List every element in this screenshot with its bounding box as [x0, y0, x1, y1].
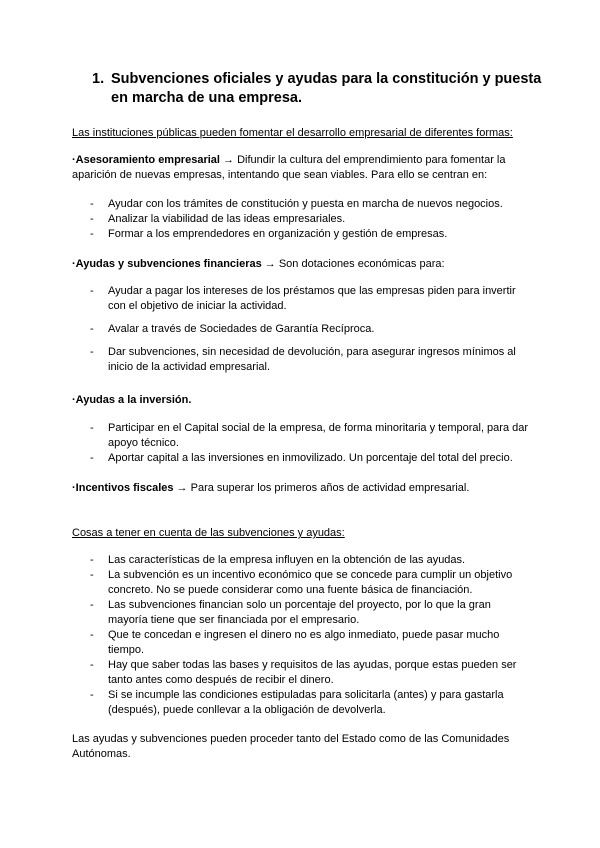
- arrow-icon: →: [219, 154, 238, 166]
- list-item: - Hay que saber todas las bases y requisitos de las ayudas, porque estas pueden ser tanto antes como después de recibir el dinero.: [72, 658, 532, 688]
- heading-number: 1.: [92, 71, 105, 87]
- financieras-text: Son dotaciones económicas para:: [278, 258, 445, 270]
- financieras-paragraph: [72, 257, 532, 272]
- list-item: - Las características de la empresa influyen en la obtención de las ayudas.: [72, 553, 532, 568]
- list-item: - Aportar capital a las inversiones en inmovilizado. Un porcentaje del total del precio.: [72, 451, 532, 466]
- asesoramiento-paragraph: [72, 153, 532, 183]
- asesoramiento-list: [72, 197, 532, 242]
- cosas-list: [72, 553, 532, 718]
- financieras-list: [72, 284, 532, 383]
- intro-text: Las instituciones públicas pueden fomentar el desarrollo empresarial de diferentes formas:: [72, 127, 513, 139]
- inversion-list: [72, 421, 532, 466]
- inversion-title: ·Ayudas a la inversión.: [72, 394, 192, 406]
- closing-paragraph: Las ayudas y subvenciones pueden proceder tanto del Estado como de las Comunidades Autónomas.: [72, 733, 510, 760]
- arrow-icon: →: [173, 482, 191, 494]
- list-item: - Las subvenciones financian solo un porcentaje del proyecto, por lo que la gran mayoría tiene que ser financiada por el empresario.: [72, 598, 532, 628]
- list-item: - Participar en el Capital social de la empresa, de forma minoritaria y temporal, para dar apoyo técnico.: [72, 421, 532, 451]
- arrow-icon: →: [261, 258, 279, 270]
- asesoramiento-title: ·Asesoramiento empresarial: [72, 154, 220, 166]
- list-item: - Avalar a través de Sociedades de Garantía Recíproca.: [72, 322, 532, 337]
- cosas-title: Cosas a tener en cuenta de las subvenciones y ayudas:: [72, 527, 345, 539]
- list-item: - Analizar la viabilidad de las ideas empresariales.: [72, 212, 532, 227]
- section-heading: [92, 70, 542, 108]
- heading-title: Subvenciones oficiales y ayudas para la constitución y puesta en marcha de una empresa.: [111, 71, 542, 106]
- list-item: - Formar a los emprendedores en organización y gestión de empresas.: [72, 227, 532, 242]
- inversion-paragraph: [72, 393, 532, 408]
- list-item: - Ayudar con los trámites de constitución y puesta en marcha de nuevos negocios.: [72, 197, 532, 212]
- list-item: - Que te concedan e ingresen el dinero no es algo inmediato, puede pasar mucho tiempo.: [72, 628, 532, 658]
- fiscales-title: ·Incentivos fiscales: [72, 482, 174, 494]
- financieras-title: ·Ayudas y subvenciones financieras: [72, 258, 262, 270]
- fiscales-text: Para superar los primeros años de actividad empresarial.: [190, 482, 470, 494]
- list-item: - La subvención es un incentivo económico que se concede para cumplir un objetivo concreto. No se puede considerar como una fuente básica de financiación.: [72, 568, 532, 598]
- asesoramiento-text: Difundir la cultura del emprendimiento para fomentar la aparición de nuevas empresas, intentando que sean viables. Para ello se centran en:: [72, 154, 506, 181]
- list-item: - Si se incumple las condiciones estipuladas para solicitarla (antes) y para gastarla (después), puede conllevar a la obligación de devolverla.: [72, 688, 532, 718]
- fiscales-paragraph: [72, 481, 532, 496]
- list-item: - Dar subvenciones, sin necesidad de devolución, para asegurar ingresos mínimos al inicio de la actividad empresarial.: [72, 345, 532, 375]
- list-item: - Ayudar a pagar los intereses de los préstamos que las empresas piden para invertir con el objetivo de iniciar la actividad.: [72, 284, 532, 314]
